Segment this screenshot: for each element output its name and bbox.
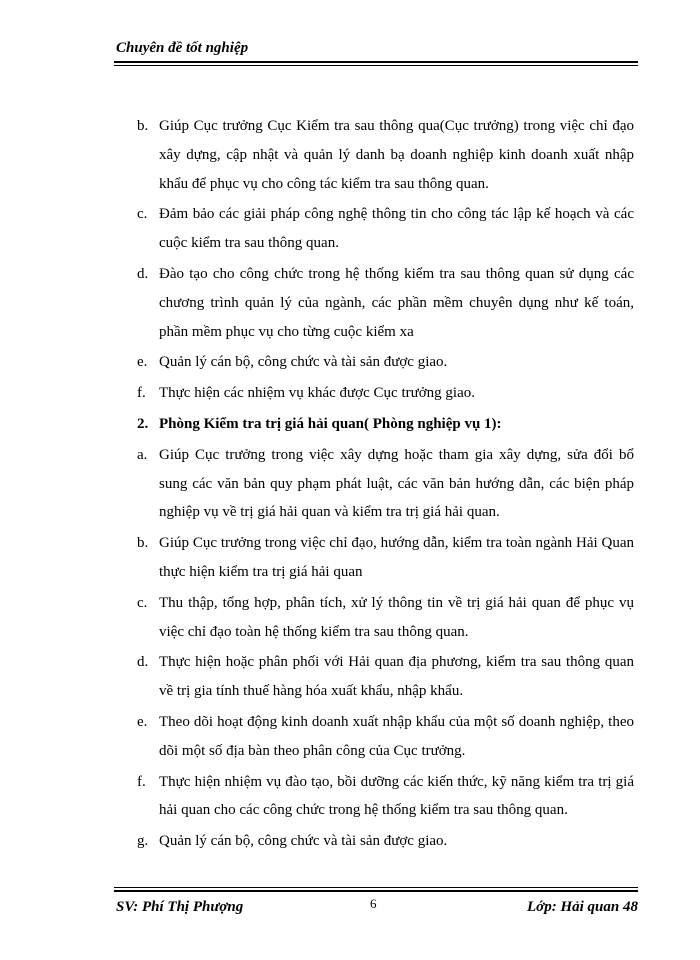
list-marker: e. (137, 354, 148, 371)
footer-rule-thin (114, 887, 638, 888)
list-item-text: Giúp Cục trưởng Cục Kiểm tra sau thông qua(Cục trưởng) trong việc chỉ đạo xây dựng, cập nhật và quản lý danh bạ doanh nghiệp kinh doanh xuất nhập khẩu để phục vụ cho công tác kiểm tra sau thông quan. (159, 118, 634, 192)
list-item-text: Theo dõi hoạt động kinh doanh xuất nhập khẩu của một số doanh nghiệp, theo dõi một số địa bàn theo phân công của Cục trưởng. (159, 713, 634, 759)
list-item-text: Quản lý cán bộ, công chức và tài sản được giao. (159, 833, 448, 850)
list-item (137, 589, 634, 647)
list-marker: c. (137, 594, 148, 611)
list-marker: d. (137, 654, 149, 671)
list-item (137, 768, 634, 826)
list-marker: b. (137, 118, 149, 134)
list-marker: c. (137, 206, 148, 223)
list-item-text: Thực hiện hoặc phân phối với Hải quan địa phương, kiểm tra sau thông quan về trị gia tính thuế hàng hóa xuất khẩu, nhập khẩu. (159, 654, 634, 700)
list-marker: f. (137, 773, 146, 790)
header-rule-thick (114, 61, 638, 63)
list-item-text: Thực hiện các nhiệm vụ khác được Cục trưởng giao. (159, 385, 475, 402)
list-item (137, 348, 634, 377)
list-item-text: Thu thập, tổng hợp, phân tích, xử lý thông tin về trị giá hải quan để phục vụ việc chỉ đạo toàn hệ thống kiểm tra sau thông quan. (159, 594, 634, 640)
list-item-text: Phòng Kiểm tra trị giá hải quan( Phòng nghiệp vụ 1): (159, 415, 502, 432)
list-item (137, 708, 634, 766)
list-item-text: Quản lý cán bộ, công chức và tài sản được giao. (159, 354, 448, 371)
list-marker: f. (137, 385, 146, 402)
list-marker: e. (137, 713, 148, 730)
list-item-text: Đảm bảo các giải pháp công nghệ thông tin cho công tác lập kế hoạch và các cuộc kiểm tra sau thông quan. (159, 206, 634, 252)
list-item (137, 112, 634, 198)
list-item (137, 648, 634, 706)
list-marker: d. (137, 265, 149, 282)
list-item (137, 529, 634, 587)
list-item (137, 827, 634, 856)
header-rule-thin (114, 65, 638, 66)
list-marker: b. (137, 535, 149, 552)
list-item (137, 260, 634, 346)
document-body (137, 112, 634, 858)
footer-rule-thick (114, 890, 638, 892)
list-item (137, 200, 634, 258)
list-item-text: Giúp Cục trưởng trong việc chỉ đạo, hướng dẫn, kiểm tra toàn ngành Hải Quan thực hiện kiểm tra trị giá hải quan (159, 535, 634, 580)
section-heading (137, 410, 634, 439)
list-item-text: Giúp Cục trưởng trong việc xây dựng hoặc tham gia xây dựng, sửa đổi bổ sung các văn bản quy phạm phát luật, các văn bản hướng dẫn, các biện pháp nghiệp vụ về trị giá hải quan và kiểm tra trị giá hải quan. (159, 446, 634, 521)
list-marker: 2. (137, 415, 149, 432)
page-number: 6 (370, 896, 377, 911)
header-title: Chuyên đề tốt nghiệp (116, 40, 249, 56)
footer-class-name: Lớp: Hải quan 48 (527, 899, 638, 915)
list-item-text: Thực hiện nhiệm vụ đào tạo, bồi dưỡng các kiến thức, kỹ năng kiểm tra trị giá hải quan cho các công chức trong hệ thống kiểm tra sau thông quan. (159, 773, 634, 819)
footer-student-name: SV: Phí Thị Phượng (116, 899, 244, 915)
list-item-text: Đào tạo cho công chức trong hệ thống kiểm tra sau thông quan sử dụng các chương trình quản lý của ngành, các phần mềm chuyên dụng như kế toán, phần mềm phục vụ cho từng cuộc kiểm xa (159, 265, 634, 340)
list-item (137, 379, 634, 408)
list-marker: a. (137, 446, 148, 463)
list-item (137, 441, 634, 527)
list-marker: g. (137, 833, 149, 850)
